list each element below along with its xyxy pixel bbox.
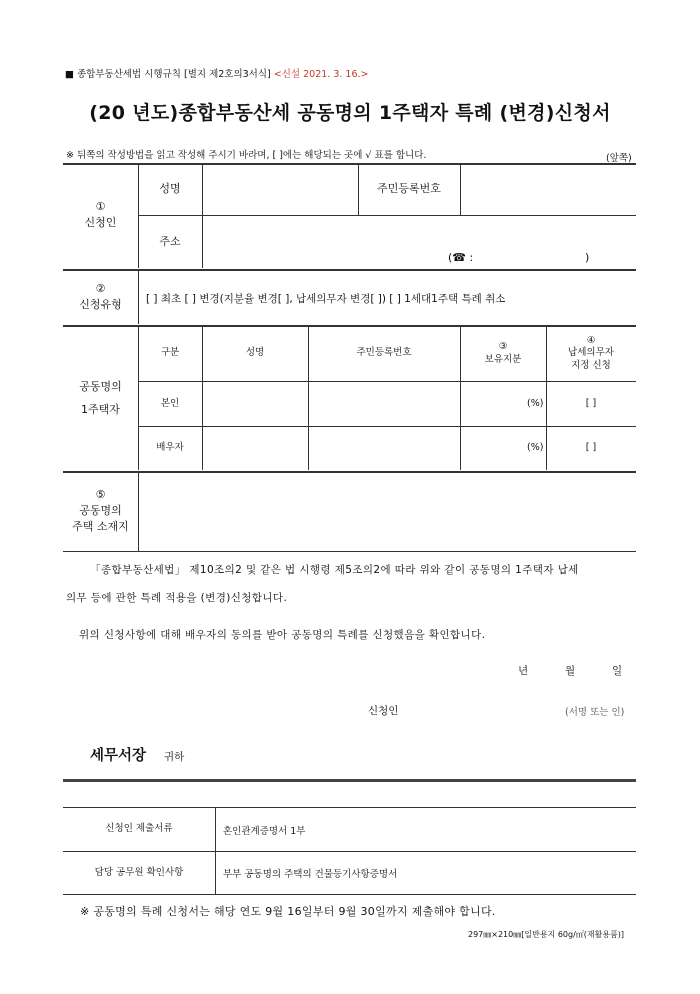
attach-value-2: 부부 공동명의 주택의 건물등기사항증명서 <box>223 869 398 880</box>
owners-label-1: 공동명의 <box>79 379 122 393</box>
location-label-1: 공동명의 <box>79 504 122 518</box>
location-num: ⑤ <box>95 488 106 502</box>
rule <box>63 894 636 895</box>
date-month: 월 <box>565 665 576 677</box>
applicant-title: 신청인 <box>84 216 117 229</box>
addressee: 세무서장 <box>90 748 147 764</box>
applicant-num: ① <box>95 199 106 213</box>
request-type-title: 신청유형 <box>79 298 122 311</box>
owners-label <box>63 370 138 426</box>
location-field[interactable] <box>139 473 636 550</box>
law-ref-text: ■ 종합부동산세법 시행규칙 [별지 제2호의3서식] <box>65 69 271 80</box>
rrn-field[interactable] <box>461 165 636 214</box>
request-type-options[interactable]: [ ] 최초 [ ] 변경(지분율 변경[ ], 납세의무자 변경[ ]) [ ] 1세대1주택 특례 취소 <box>146 293 506 305</box>
divider <box>215 808 216 894</box>
col-taxpayer-1: 납세의무자 <box>568 347 614 359</box>
col-taxpayer <box>546 326 636 381</box>
request-type-num: ② <box>95 281 106 295</box>
date-year: 년 <box>518 665 529 677</box>
phone-close: ) <box>585 251 590 264</box>
attach-label-1: 신청인 제출서류 <box>105 823 173 835</box>
row-self-check[interactable]: [ ] <box>585 397 597 409</box>
rule-thick <box>63 779 636 782</box>
row-self-rrn-field[interactable] <box>309 383 459 425</box>
sign-hint[interactable]: (서명 또는 인) <box>565 707 625 718</box>
col-taxpayer-2: 지정 신청 <box>571 359 611 371</box>
row-self-name-field[interactable] <box>203 383 307 425</box>
rule <box>63 269 636 271</box>
statement-line-2: 의무 등에 관한 특례 적용을 (변경)신청합니다. <box>66 592 288 604</box>
col-type: 구분 <box>160 347 180 359</box>
date-day: 일 <box>612 665 623 677</box>
statement-line-1: 「종합부동산세법」 제10조의2 및 같은 법 시행령 제5조의2에 따라 위와 같이 공동명의 1주택자 납세 <box>90 564 579 576</box>
phone-open: (☎ : <box>448 251 474 264</box>
address-field[interactable] <box>203 217 636 267</box>
amend-note: <신설 2021. 3. 16.> <box>273 69 369 80</box>
applicant-label <box>63 190 138 240</box>
attach-value-1: 혼인관계증명서 1부 <box>223 826 306 837</box>
row-spouse-rrn-field[interactable] <box>309 428 459 469</box>
request-type-label <box>63 272 138 322</box>
name-field[interactable] <box>203 165 357 214</box>
honorific: 귀하 <box>164 751 185 763</box>
deadline-note: ※ 공동명의 특례 신청서는 해당 연도 9월 16일부터 9월 30일까지 제출해야 합니다. <box>80 905 496 918</box>
location-label-2: 주택 소재지 <box>72 519 129 533</box>
confirmation-text: 위의 신청사항에 대해 배우자의 동의를 받아 공동명의 특례를 신청했음을 확인합니다. <box>79 629 486 641</box>
rule <box>63 551 636 552</box>
paper-spec: 297㎜×210㎜[일반용지 60g/㎡(재활용품)] <box>468 930 625 939</box>
divider <box>138 270 139 324</box>
attach-label-2: 담당 공무원 확인사항 <box>94 866 184 878</box>
col-share-label: 보유지분 <box>484 353 522 365</box>
signer-label: 신청인 <box>368 705 399 717</box>
row-spouse-name-field[interactable] <box>203 428 307 469</box>
col-taxpayer-num: ④ <box>586 334 596 346</box>
row-self-share[interactable]: (%) <box>527 398 544 409</box>
form-title: (20 년도)종합부동산세 공동명의 1주택자 특례 (변경)신청서 <box>89 102 611 124</box>
col-name: 성명 <box>245 347 265 359</box>
row-spouse-check[interactable]: [ ] <box>585 442 597 454</box>
name-label: 성명 <box>159 182 181 196</box>
owners-label-2: 1주택자 <box>81 403 120 416</box>
divider <box>138 215 636 216</box>
fill-notice: ※ 뒤쪽의 작성방법을 읽고 작성해 주시기 바라며, [ ]에는 해당되는 곳에 √ 표를 합니다. <box>66 150 427 161</box>
address-label: 주소 <box>159 234 181 248</box>
row-spouse-share[interactable]: (%) <box>527 442 544 453</box>
col-share <box>460 326 546 381</box>
row-spouse-type: 배우자 <box>156 442 184 454</box>
location-label <box>63 480 138 542</box>
law-reference <box>65 66 368 80</box>
col-rrn: 주민등록번호 <box>356 347 412 359</box>
col-share-num: ③ <box>498 341 508 353</box>
row-self-type: 본인 <box>160 397 180 409</box>
rrn-label: 주민등록번호 <box>377 182 441 196</box>
page-side: (앞쪽) <box>606 153 632 164</box>
